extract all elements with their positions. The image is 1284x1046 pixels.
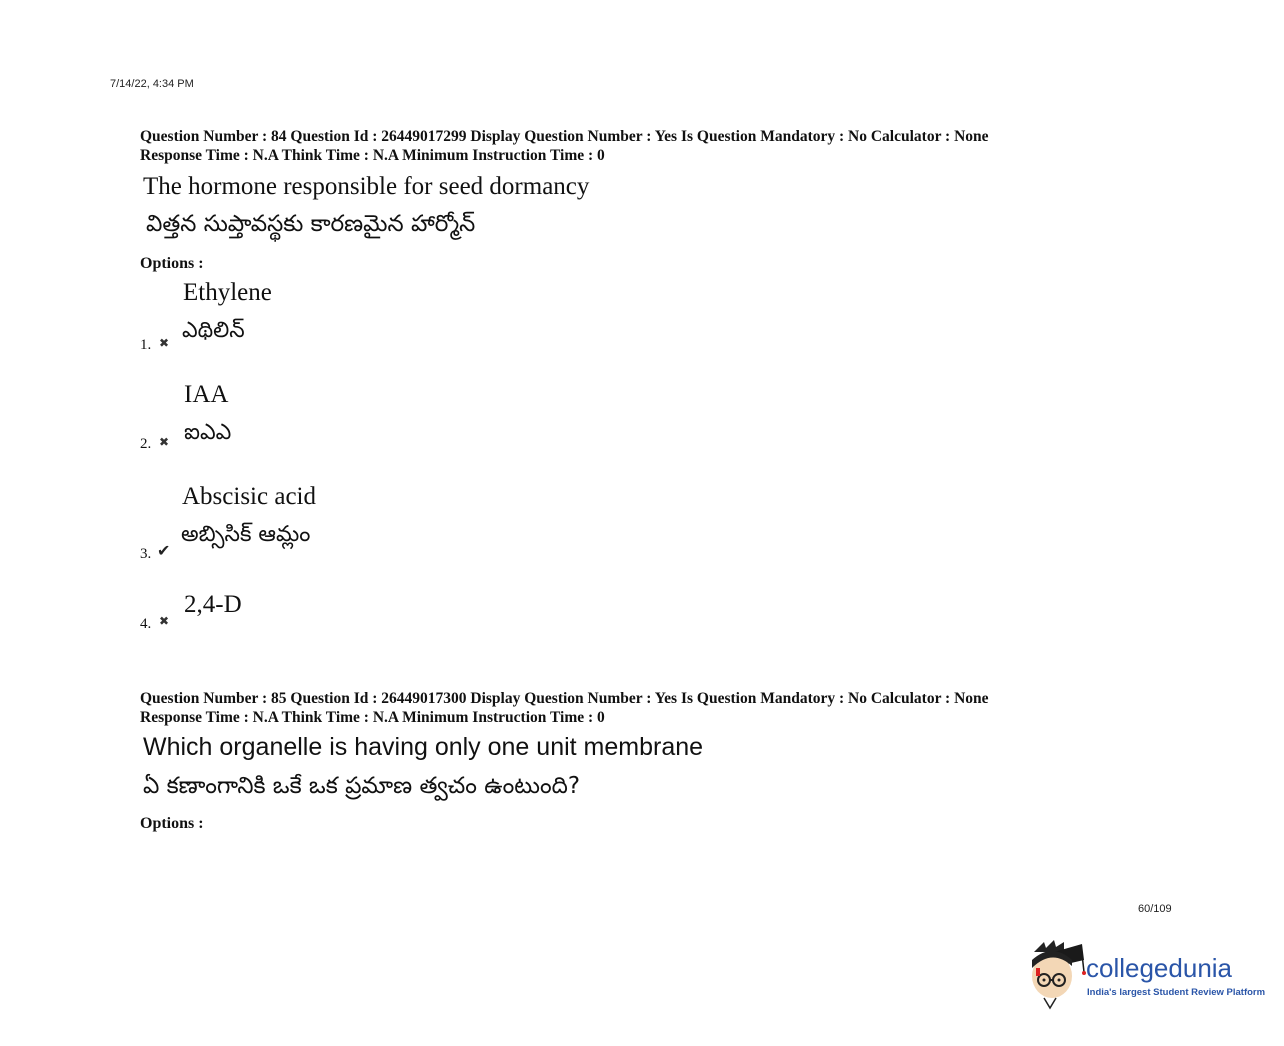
option-3-number: 3. xyxy=(140,546,152,562)
question-84-meta-line1: Question Number : 84 Question Id : 26449017299 Display Question Number : Yes Is Question Mandatory : No Calculator : None xyxy=(140,128,989,145)
print-timestamp: 7/14/22, 4:34 PM xyxy=(110,78,194,90)
question-84-text-te: విత్తన సుప్తావస్థకు కారణమైన హార్మోన్ xyxy=(146,211,476,237)
question-85-meta-line2: Response Time : N.A Think Time : N.A Minimum Instruction Time : 0 xyxy=(140,709,605,726)
option-3-text-en: Abscisic acid xyxy=(182,483,316,510)
option-2-text-te: ఐఎఎ xyxy=(184,420,232,445)
option-1-text-en: Ethylene xyxy=(183,279,272,306)
page-number: 60/109 xyxy=(1138,903,1172,915)
option-2-cross-icon: ✖ xyxy=(159,435,170,449)
option-2-text-en: IAA xyxy=(184,381,229,408)
logo-tagline: India's largest Student Review Platform xyxy=(1087,987,1266,998)
option-4-text-en: 2,4-D xyxy=(184,591,242,618)
option-1-cross-icon: ✖ xyxy=(159,336,170,350)
question-85-text-en: Which organelle is having only one unit membrane xyxy=(143,733,704,761)
question-85-meta-line1: Question Number : 85 Question Id : 26449017300 Display Question Number : Yes Is Question Mandatory : No Calculator : None xyxy=(140,690,989,707)
question-84-text-en: The hormone responsible for seed dormancy xyxy=(143,173,590,200)
option-1-number: 1. xyxy=(140,337,152,353)
option-2-number: 2. xyxy=(140,436,152,452)
option-3-text-te: అబ్సిసిక్ ఆమ్లం xyxy=(181,522,311,547)
option-1-text-te: ఎథిలిన్ xyxy=(182,318,245,343)
logo-wordmark: collegedunia xyxy=(1086,953,1233,983)
question-85-options-label: Options : xyxy=(140,815,204,832)
option-4-cross-icon: ✖ xyxy=(159,614,170,628)
option-3-check-icon: ✔ xyxy=(157,543,171,560)
question-84-meta-line2: Response Time : N.A Think Time : N.A Minimum Instruction Time : 0 xyxy=(140,147,605,164)
option-4-number: 4. xyxy=(140,616,152,632)
question-85-text-te: ఏ కణాంగానికి ఒకే ఒక ప్రమాణ త్వచం ఉంటుంది? xyxy=(143,773,581,799)
question-84-options-label: Options : xyxy=(140,255,204,272)
